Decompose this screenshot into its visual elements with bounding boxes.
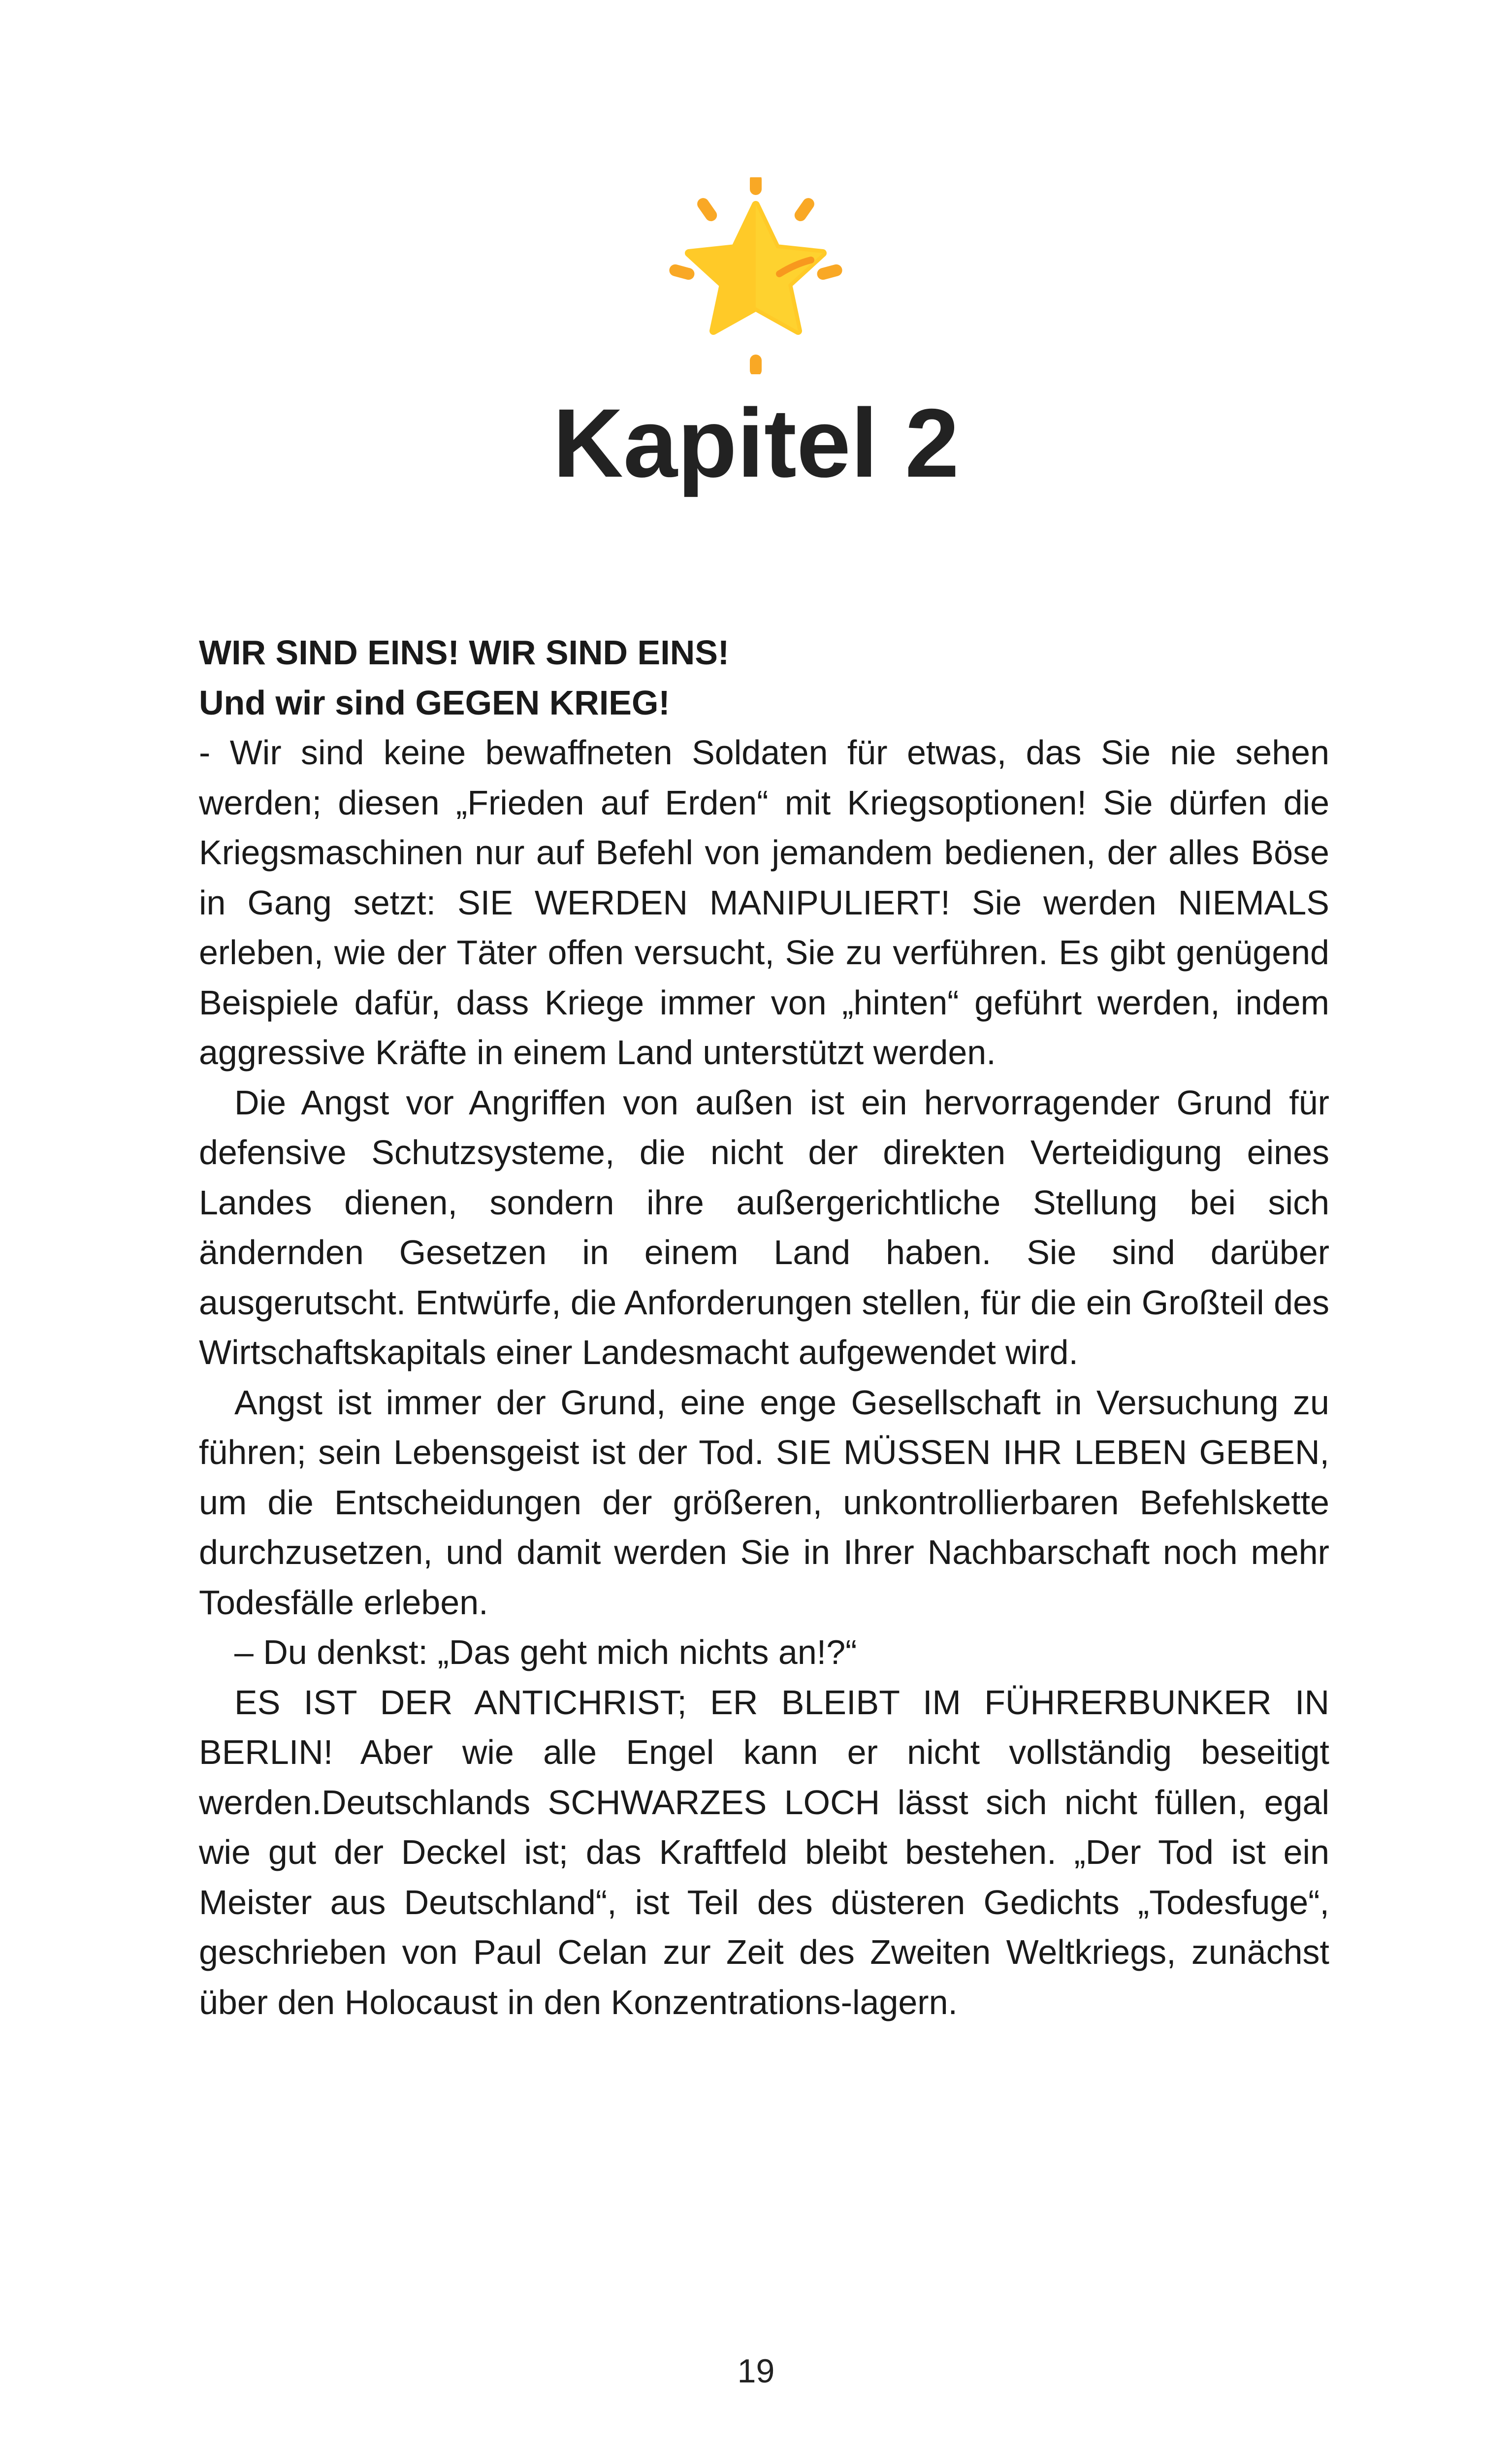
page-number: 19 bbox=[737, 2352, 775, 2390]
star-emoji-icon bbox=[657, 177, 854, 374]
body-paragraph: - Wir sind keine bewaffneten Soldaten für etwas, das Sie nie sehen werden; diesen „Frieden auf Erden“ mit Kriegsoptionen! Sie dürfen die Kriegsmaschinen nur auf Befehl von jemandem bedienen, der alles Böse in Gang setzt: SIE WERDEN MANIPULIERT! Sie werden NIEMALS erleben, wie der Täter offen versucht, Sie zu verführen. Es gibt genügend Beispiele dafür, dass Kriege immer von „hinten“ geführt werden, indem aggressive Kräfte in einem Land unterstützt werden. bbox=[199, 733, 1329, 1072]
body-paragraph: ES IST DER ANTICHRIST; ER BLEIBT IM FÜHRERBUNKER IN BERLIN! Aber wie alle Engel kann er nicht vollständig beseitigt werden.Deutschlands SCHWARZES LOCH lässt sich nicht füllen, egal wie gut der Deckel ist; das Kraftfeld bleibt bestehen. „Der Tod ist ein Meister aus Deutschland“, ist Teil des düsteren Gedichts „Todesfuge“, geschrieben von Paul Celan zur Zeit des Zweiten Weltkriegs, zunächst über den Holocaust in den Konzentrations-lagern. bbox=[199, 1683, 1329, 2021]
body-paragraph: Angst ist immer der Grund, eine enge Gesellschaft in Versuchung zu führen; sein Lebensgeist ist der Tod. SIE MÜSSEN IHR LEBEN GEBEN, um die Entscheidungen der größeren, unkontrollierbaren Befehlskette durchzusetzen, und damit werden Sie in Ihrer Nachbarschaft noch mehr Todesfälle erleben. bbox=[199, 1383, 1329, 1622]
bold-heading-line: WIR SIND EINS! WIR SIND EINS! bbox=[199, 633, 730, 672]
chapter-body bbox=[199, 628, 1329, 2027]
chapter-title: Kapitel 2 bbox=[552, 389, 960, 497]
body-paragraph: Die Angst vor Angriffen von außen ist ein hervorragender Grund für defensive Schutzsysteme, die nicht der direkten Verteidigung eines Landes dienen, sondern ihre außergerichtliche Stellung bei sich ändernden Gesetzen in einem Land haben. Sie sind darüber ausgerutscht. Entwürfe, die Anforderungen stellen, für die ein Großteil des Wirtschaftskapitals einer Landesmacht aufgewendet wird. bbox=[199, 1083, 1329, 1371]
bold-heading-line: Und wir sind GEGEN KRIEG! bbox=[199, 683, 670, 722]
body-paragraph: – Du denkst: „Das geht mich nichts an!?“ bbox=[234, 1633, 857, 1671]
